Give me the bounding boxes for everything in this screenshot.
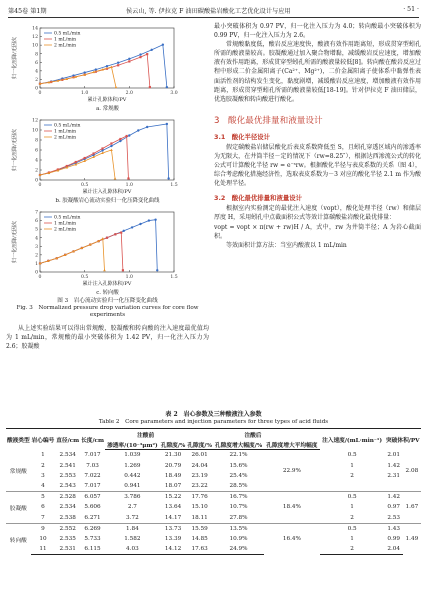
legend-label: 1 mL/min	[54, 129, 77, 135]
cell-porosity-inc: 15.6%	[229, 462, 248, 469]
x-tick-label: 0.5	[81, 183, 89, 188]
y-tick-label: 0	[35, 178, 38, 184]
figure-caption-en-2: experiments	[89, 312, 126, 319]
cell-rate: 0.5	[320, 492, 385, 503]
cell-length: 7.03	[86, 462, 99, 469]
table-row	[6, 492, 421, 503]
cell-porosity-pre: 14.17	[164, 514, 182, 521]
cell-length: 5.606	[84, 504, 101, 511]
data-point	[146, 53, 148, 55]
legend-label: 0.5 mL/min	[54, 215, 81, 221]
y-tick-label: 7	[35, 210, 38, 216]
data-point	[166, 123, 168, 125]
cell-porosity-post: 17.76	[186, 492, 213, 503]
table-row	[6, 513, 421, 524]
cell-porosity-pre: 20.79	[164, 462, 182, 469]
legend-label: 0.5 mL/min	[54, 123, 81, 129]
data-point	[139, 53, 141, 55]
cell-length: 6.269	[80, 523, 105, 534]
chart-c	[6, 206, 209, 296]
data-point	[127, 177, 129, 179]
data-point	[114, 233, 116, 235]
cell-pv: 0.97	[387, 504, 400, 511]
legend-label: 2 mL/min	[54, 135, 77, 141]
table-row	[6, 450, 421, 461]
cell-perm: 3.72	[126, 514, 139, 521]
y-tick-label: 3	[35, 244, 38, 250]
th-porosity-pre: 孔隙度/%	[160, 439, 187, 450]
th-rate: 注入速度/(mL·min⁻¹)	[320, 429, 385, 450]
data-point	[106, 237, 108, 239]
cell-perm: 1.039	[124, 452, 141, 459]
cell-core: 9	[31, 523, 56, 534]
cell-perm: 1.582	[124, 535, 141, 542]
data-point	[139, 56, 141, 58]
cell-pv: 2.01	[387, 452, 400, 459]
data-point	[106, 65, 108, 67]
data-point	[110, 149, 113, 151]
cell-porosity-post: 15.10	[191, 504, 208, 511]
cell-porosity-pre: 18.49	[164, 472, 182, 479]
data-point	[95, 68, 97, 70]
section-3-2-text: 根据室内实验测定的最优注入速度（vopt），酸化处理半径（rw）和储层厚度 H，采用蚓孔中点截面积公式等效计算碳酸盐岩酸化最优排量：	[214, 205, 421, 222]
data-point	[162, 44, 164, 46]
cell-porosity-post: 23.22	[191, 483, 208, 490]
x-tick-label: 0	[38, 275, 42, 280]
cell-rate	[320, 481, 385, 492]
section-3-title: 3 酸化最优排量和液量设计	[214, 115, 323, 126]
cell-pv: 2.53	[387, 514, 400, 521]
cell-porosity-post: 15.59	[186, 523, 213, 534]
cell-core: 6	[41, 504, 45, 511]
cell-rate: 2	[350, 472, 354, 479]
y-tick-label: 1	[35, 262, 38, 268]
legend-label: 1 mL/min	[54, 37, 77, 43]
cell-porosity-inc: 10.7%	[229, 504, 248, 511]
right-column	[214, 22, 421, 250]
cell-perm: 2.7	[127, 504, 137, 511]
data-point	[128, 134, 130, 136]
data-point	[150, 49, 152, 51]
series-line	[40, 150, 115, 179]
cell-porosity-post: 18.11	[191, 514, 208, 521]
cell-length: 7.017	[84, 483, 101, 490]
data-point	[119, 140, 121, 142]
cell-porosity-avg: 18.4%	[264, 492, 319, 524]
cell-rate: 1	[350, 535, 354, 542]
x-axis-label: 累计孔隙体积/PV	[87, 97, 127, 103]
legend-label: 1 mL/min	[54, 221, 77, 227]
cell-core: 1	[41, 452, 45, 459]
cell-acid: 转向酸	[6, 523, 31, 555]
cell-diameter: 2.553	[59, 472, 76, 479]
cell-perm: 3.786	[105, 492, 160, 503]
cell-perm: 1.269	[124, 462, 141, 469]
x-axis-label: 累计注入孔隙体积/PV	[82, 281, 132, 287]
data-point	[122, 269, 124, 271]
y-tick-label: 12	[32, 35, 38, 41]
right-paragraph-1: 最小突破体积为 0.97 PV，归一化注入压力为 4.0；转向酸最小突破体积为 0.99 PV，归一化注入压力为 2.6。	[214, 23, 421, 40]
x-tick-label: 3.0	[170, 91, 178, 96]
data-point	[117, 64, 119, 66]
y-tick-label: 6	[35, 148, 38, 154]
x-tick-label: 1.0	[125, 183, 133, 188]
cell-core: 7	[41, 514, 45, 521]
x-tick-label: 2.0	[125, 91, 133, 96]
cell-diameter: 2.534	[59, 504, 76, 511]
cell-pv	[385, 481, 403, 492]
table-body	[6, 450, 421, 555]
table-row	[6, 544, 421, 555]
cell-porosity-inc: 28.5%	[229, 483, 248, 490]
legend-label: 0.5 mL/min	[54, 31, 81, 37]
y-tick-label: 6	[35, 60, 38, 66]
cell-porosity-pre: 13.39	[164, 535, 182, 542]
data-point	[154, 219, 156, 221]
cell-pv: 0.99	[387, 535, 400, 542]
right-paragraph-2: 常规酸黏度低，酸岩反应速度快，酸液有效作用距离短，形成贯穿型蚓孔所需的酸液量较高。胶凝酸通过加入聚合物增黏，减缓酸岩反应速度，增加酸液有效作用距离，形成贯穿型蚓孔所需的酸液量较低[8]。转向酸在酸岩反应过程中形成二价金属阳离子(Ca²⁺、Mg²⁺)，二价金属阳离子使体系中黏弹性表面活性剂的结构发生变化，黏度剧增，减缓酸岩反应速度，增加酸液有效作用距离，形成贯穿型蚓孔所需的酸液量较低[18-19]。针对伊拉克 F 油田储层，优选胶凝酸和转向酸进行酸化。	[214, 41, 421, 103]
cell-core: 2	[41, 462, 45, 469]
y-tick-label: 14	[32, 26, 38, 32]
cell-porosity-pre: 21.30	[164, 452, 182, 459]
th-breakthrough: 突破体积/PV	[385, 429, 421, 450]
th-core: 岩心编号	[31, 429, 56, 450]
cell-acid: 胶凝酸	[6, 492, 31, 524]
data-point	[101, 147, 103, 149]
y-axis-label: 归一化压降/无因次	[12, 129, 18, 171]
y-tick-label: 0	[35, 270, 38, 276]
data-point	[75, 161, 77, 163]
chart-b-svg	[6, 114, 209, 196]
cell-porosity-inc: 16.7%	[213, 492, 264, 503]
section-3-2-title: 3.2 酸化最优排量和液量设计	[214, 194, 303, 203]
figure-caption	[6, 298, 209, 320]
th-porosity-post: 孔隙度/%	[186, 439, 213, 450]
cell-porosity-inc: 25.4%	[229, 472, 248, 479]
legend-label: 2 mL/min	[54, 227, 77, 233]
th-diameter: 直径/cm	[55, 429, 80, 450]
cell-length: 6.115	[80, 544, 105, 555]
legend-label: 2 mL/min	[54, 43, 77, 49]
parameters-table	[6, 428, 421, 555]
data-point	[148, 219, 150, 221]
y-axis-label: 归一化压降/无因次	[12, 221, 18, 263]
y-tick-label: 4	[35, 236, 38, 242]
y-tick-label: 6	[35, 219, 38, 225]
cell-core: 5	[31, 492, 56, 503]
cell-length: 6.271	[84, 514, 101, 521]
cell-porosity-pre: 13.64	[164, 504, 182, 511]
cell-porosity-pre: 14.12	[160, 544, 187, 555]
y-tick-label: 2	[35, 253, 38, 259]
x-tick-label: 1.0	[125, 275, 133, 280]
cell-perm: 0.442	[124, 472, 141, 479]
data-point	[137, 129, 139, 131]
cell-porosity-avg: 22.9%	[282, 467, 301, 474]
formula: vopt = vopt × π(rw + rw)H / A，式中，rw 为井筒半径；A 为岩心截面积。	[214, 223, 421, 240]
data-point	[126, 135, 128, 137]
y-tick-label: 12	[32, 118, 38, 124]
data-point	[156, 269, 158, 271]
series-line	[40, 67, 116, 87]
cell-perm: 1.84	[105, 523, 160, 534]
cell-porosity-post: 14.85	[191, 535, 208, 542]
page-header	[8, 4, 419, 18]
data-point	[167, 177, 169, 179]
table-row	[6, 481, 421, 492]
running-title: 侯云山, 等. 伊拉克 F 油田碳酸盐岩酸化工艺优化设计与应用	[126, 8, 291, 15]
th-length: 长度/cm	[80, 429, 105, 450]
x-tick-label: 1.5	[170, 275, 178, 280]
cell-rate: 1	[350, 504, 354, 511]
cell-core: 3	[41, 472, 45, 479]
data-point	[114, 177, 117, 179]
data-point	[119, 138, 121, 140]
cell-core: 11	[31, 544, 56, 555]
y-tick-label: 8	[35, 52, 38, 58]
cell-rate: 2	[350, 514, 354, 521]
figure-caption-cn: 图 3 岩心流动实验归一化压降变化曲线	[57, 298, 158, 304]
cell-diameter: 2.541	[59, 462, 76, 469]
x-tick-label: 0.5	[81, 275, 89, 280]
cell-porosity-pre: 18.07	[164, 483, 182, 490]
chart-b	[6, 114, 209, 204]
chart-c-svg	[6, 206, 209, 288]
table-row	[6, 523, 421, 534]
section-3-1-text: 假定碳酸盐岩储层酸化后表皮系数降低至 S，且蚓孔穿透区域内的渗透率为无限大，在井筒半径－定的情况下（rw=8.25″），根据达西渗流公式的转化公式可计算酸化半径 rw = e⁻ˢrw。根据酸化半径与表皮系数的关系（图 4），综合考虑酸化措施经济性，选取表皮系数为－3 对应的酸化半径 2.1 m 作为酸化处理半径。	[214, 143, 421, 188]
cell-acid: 常规酸	[9, 469, 27, 475]
cell-diameter: 2.534	[59, 452, 76, 459]
cell-pv-avg: 1.49	[403, 523, 421, 555]
y-tick-label: 2	[35, 168, 38, 174]
cell-porosity-pre: 13.73	[160, 523, 187, 534]
left-paragraph: 从上述实验结果可以得出常规酸、胶凝酸和转向酸的注入速度最优值均为 1 mL/min，常规酸的最小突破体积为 1.42 PV，归一化注入压力为 2.6；胶凝酸	[6, 324, 209, 350]
cell-pv-avg: 2.08	[405, 467, 419, 474]
y-tick-label: 4	[35, 158, 38, 164]
header-rule	[8, 17, 419, 18]
section-3-2-text-2: 等效面积计算方法：当室内酸液以 1 mL/min	[226, 241, 347, 249]
cell-length: 7.022	[84, 472, 101, 479]
data-point	[102, 237, 105, 239]
table-caption-cn: 表 2 岩心参数及三种酸液注入参数	[165, 411, 262, 418]
cell-porosity-post: 24.04	[191, 462, 208, 469]
cell-porosity-inc: 27.8%	[229, 514, 248, 521]
cell-porosity-inc: 24.9%	[213, 544, 264, 555]
cell-pv-avg: 1.67	[403, 492, 421, 524]
cell-length: 6.057	[80, 492, 105, 503]
journal-volume: 第45卷 第1期	[8, 8, 47, 15]
table-row	[6, 471, 421, 481]
data-point	[149, 86, 151, 88]
y-tick-label: 8	[35, 138, 38, 144]
th-porosity-avg: 孔隙度增大平均幅度	[264, 439, 319, 450]
y-tick-label: 4	[35, 69, 38, 75]
x-tick-label: 0	[38, 183, 42, 188]
data-point	[110, 145, 112, 147]
data-point	[110, 142, 112, 144]
th-acid: 酸液类型	[6, 429, 31, 450]
cell-diameter: 2.552	[55, 523, 80, 534]
data-point	[117, 62, 119, 64]
chart-a-svg	[6, 22, 209, 104]
chart-a-caption: a. 常规酸	[96, 106, 119, 112]
series-line	[40, 239, 104, 271]
cell-porosity-inc: 13.5%	[213, 523, 264, 534]
th-perm: 渗透率/(10⁻³μm²)	[105, 439, 160, 450]
cell-length: 5.733	[84, 535, 101, 542]
cell-pv: 1.43	[385, 523, 403, 534]
cell-core: 4	[41, 483, 45, 490]
cell-rate: 1	[350, 462, 354, 469]
th-post-acid: 注酸后	[186, 429, 319, 440]
cell-diameter: 2.543	[59, 483, 76, 490]
y-axis-label: 归一化压降/无因次	[12, 37, 18, 79]
cell-pv: 1.42	[387, 462, 400, 469]
cell-perm: 0.941	[124, 483, 141, 490]
cell-porosity-post: 17.63	[186, 544, 213, 555]
data-point	[103, 269, 106, 271]
chart-a	[6, 22, 209, 112]
cell-pv: 2.31	[387, 472, 400, 479]
data-point	[115, 86, 118, 88]
x-axis-label: 累计注入孔隙体积/PV	[82, 189, 132, 195]
data-point	[123, 230, 125, 232]
section-3-1-title: 3.1 酸化半径设计	[214, 132, 271, 141]
data-point	[131, 226, 133, 228]
cell-rate: 0.5	[347, 452, 357, 459]
figure-caption-en-1: Fig. 3 Normalized pressure drop variation curves for core flow	[16, 305, 199, 312]
cell-diameter: 2.535	[59, 535, 76, 542]
cell-porosity-pre: 15.22	[160, 492, 187, 503]
th-pre-acid: 注酸前	[105, 429, 186, 440]
table-row	[6, 534, 421, 544]
cell-length: 7.017	[84, 452, 101, 459]
data-point	[128, 60, 130, 62]
cell-perm: 4.03	[105, 544, 160, 555]
data-point	[93, 152, 95, 154]
data-point	[120, 231, 122, 233]
x-tick-label: 1.5	[170, 183, 178, 188]
data-point	[139, 223, 141, 225]
cell-porosity-post: 26.01	[191, 452, 208, 459]
y-tick-label: 2	[35, 78, 38, 84]
series-line	[40, 233, 123, 271]
data-point	[84, 157, 86, 159]
data-point	[166, 86, 168, 88]
x-tick-label: 0	[38, 91, 42, 96]
cell-rate: 2	[320, 544, 385, 555]
cell-porosity-inc: 22.1%	[229, 452, 248, 459]
x-tick-label: 1.0	[81, 91, 89, 96]
data-point	[101, 149, 103, 151]
left-column	[6, 22, 209, 351]
cell-diameter: 2.538	[59, 514, 76, 521]
page-number: · 51 ·	[403, 6, 419, 13]
y-tick-label: 10	[32, 128, 38, 134]
table-2	[6, 411, 421, 555]
y-tick-label: 5	[35, 227, 38, 233]
table-caption-en: Table 2 Core parameters and injection parameters for three types of acid fluids	[98, 419, 329, 425]
y-tick-label: 0	[35, 86, 38, 92]
cell-pv: 2.04	[385, 544, 403, 555]
cell-pv: 1.42	[385, 492, 403, 503]
table-row	[6, 461, 421, 471]
cell-diameter: 2.528	[55, 492, 80, 503]
y-tick-label: 10	[32, 43, 38, 49]
table-row	[6, 502, 421, 512]
data-point	[128, 58, 130, 60]
cell-rate: 0.5	[320, 523, 385, 534]
cell-diameter: 2.531	[55, 544, 80, 555]
chart-b-caption: b. 胶凝酸岩心流动实验归一化压降变化曲线	[55, 198, 160, 204]
cell-porosity-post: 23.19	[191, 472, 208, 479]
th-porosity-inc: 孔隙度增大幅度/%	[213, 439, 264, 450]
chart-c-caption: c. 转向酸	[96, 290, 119, 296]
data-point	[146, 126, 148, 128]
cell-porosity-inc: 10.9%	[229, 535, 248, 542]
cell-porosity-avg: 16.4%	[264, 523, 319, 555]
cell-core: 10	[39, 535, 47, 542]
